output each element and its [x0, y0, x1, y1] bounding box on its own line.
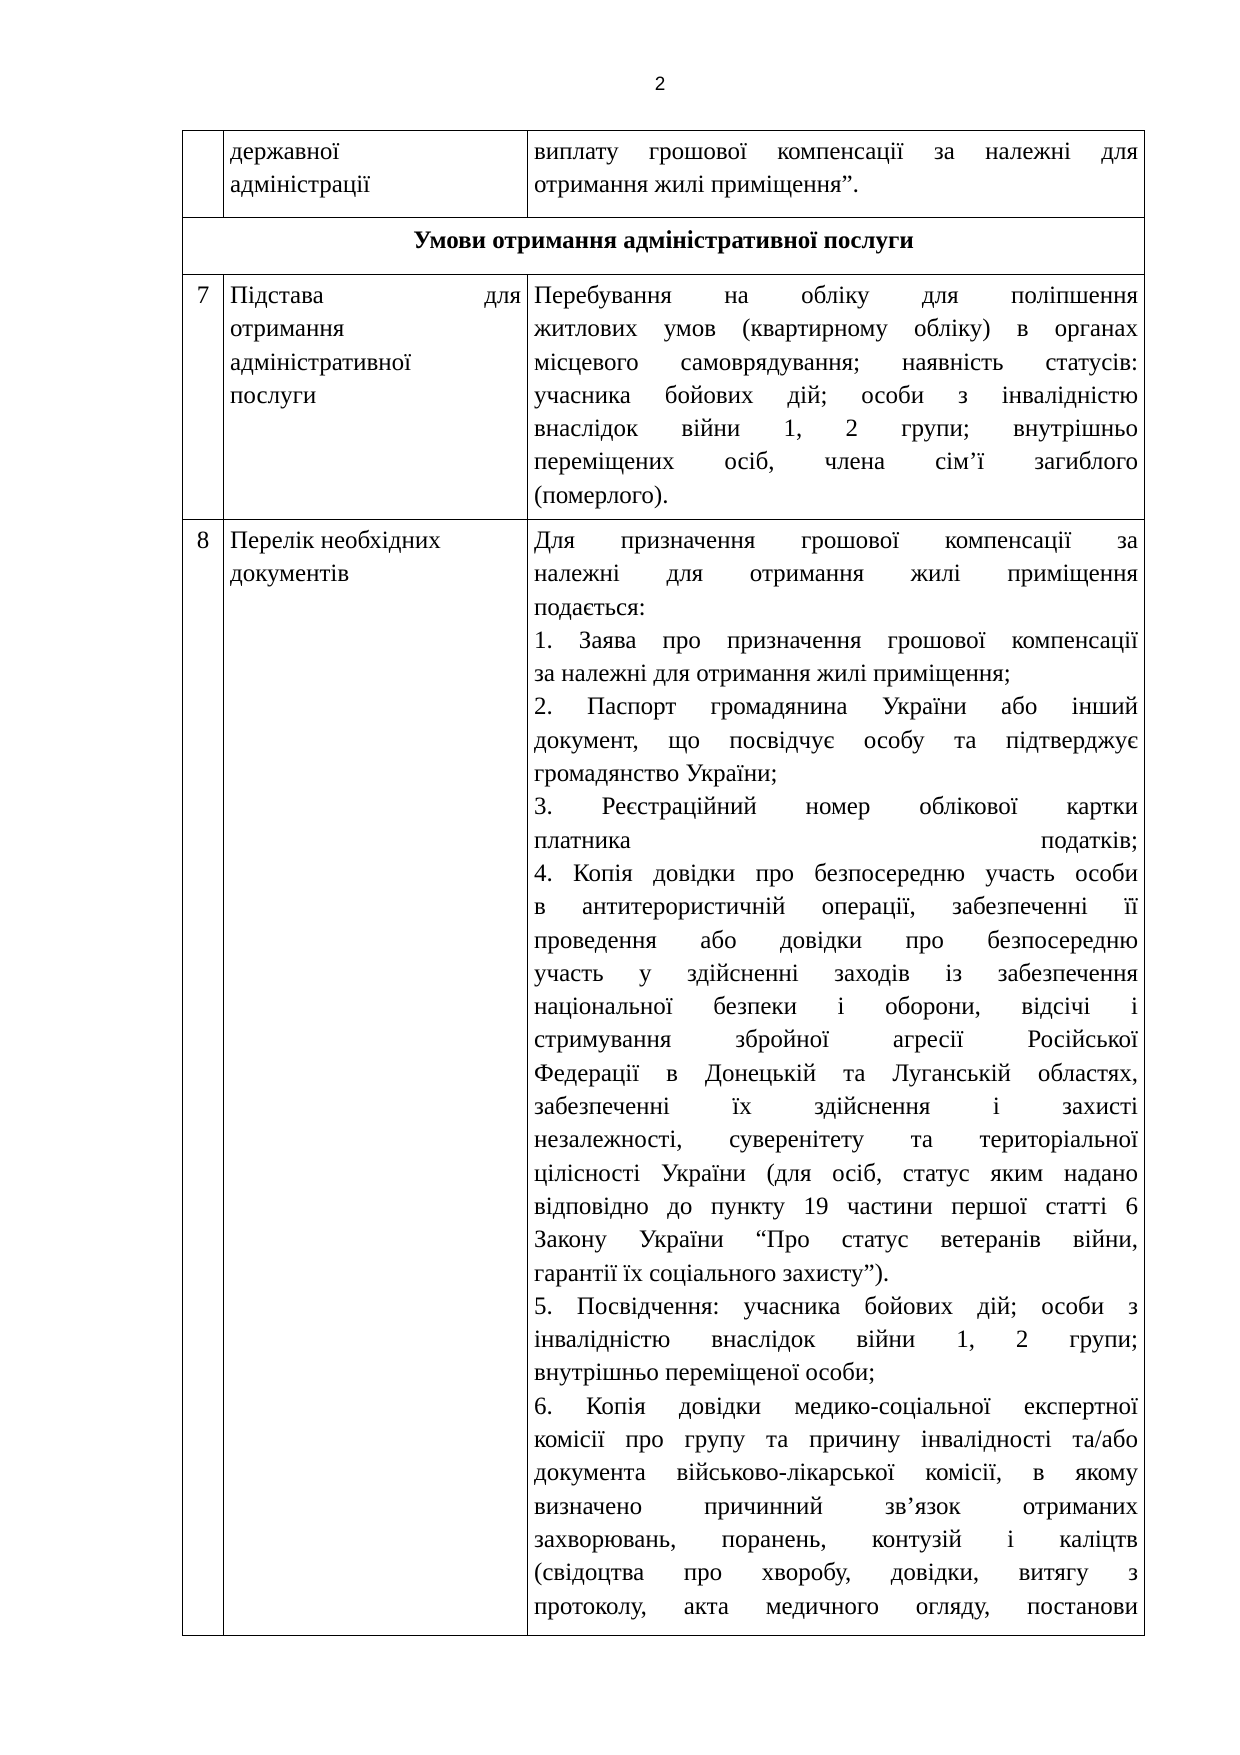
desc-line: визначено причинний зв’язок отриманих	[534, 1492, 1138, 1520]
table-row-8	[183, 520, 1145, 1636]
desc-line: Федерації в Донецькій та Луганській областях,	[534, 1059, 1138, 1087]
row-number-cell: 8	[183, 520, 224, 1636]
desc-line: місцевого самоврядування; наявність статусів:	[534, 348, 1138, 376]
desc-line: виплату грошової компенсації за належні для	[534, 138, 1138, 165]
row-name-line: адміністрації	[230, 171, 371, 199]
desc-line: учасника бойових дій; особи з інвалідністю	[534, 381, 1138, 409]
desc-line: комісії про групу та причину інвалідності та/або	[534, 1426, 1138, 1454]
row-name-line: отримання	[230, 315, 345, 343]
desc-line: належні для отримання жилі приміщення	[534, 560, 1138, 588]
desc-line: подається:	[534, 593, 646, 621]
row-name-cell	[224, 131, 528, 218]
desc-line: (померлого).	[534, 481, 669, 509]
desc-line: незалежності, суверенітету та територіальної	[534, 1126, 1138, 1154]
section-header-row	[183, 218, 1145, 275]
row-name-cell	[224, 520, 528, 1636]
row-name-line: документів	[230, 560, 350, 588]
desc-line: документ, що посвідчує особу та підтверджує	[534, 726, 1138, 754]
desc-line: переміщених осіб, члена сім’ї загиблого	[534, 448, 1138, 476]
desc-line: (свідоцтва про хворобу, довідки, витягу з	[534, 1559, 1138, 1587]
desc-line: забезпеченні їх здійснення і захисті	[534, 1093, 1138, 1121]
table-row-7	[183, 275, 1145, 520]
row-name-cell	[224, 275, 528, 520]
desc-line: внаслідок війни 1, 2 групи; внутрішньо	[534, 415, 1138, 443]
desc-line: протоколу, акта медичного огляду, постанови	[534, 1592, 1138, 1620]
service-info-table	[182, 130, 1145, 1636]
desc-line: документа військово-лікарської комісії, в якому	[534, 1459, 1138, 1487]
desc-line: стримування збройної агресії Російської	[534, 1026, 1138, 1054]
desc-line: гарантії їх соціального захисту”).	[534, 1259, 890, 1287]
desc-line: житлових умов (квартирному обліку) в органах	[534, 315, 1138, 343]
desc-line: національної безпеки і оборони, відсічі і	[534, 993, 1138, 1021]
desc-line: громадянство України;	[534, 760, 778, 788]
desc-line: участь у здійсненні заходів із забезпечення	[534, 959, 1138, 987]
row-description-cell	[528, 131, 1145, 218]
row-number-cell: 7	[183, 275, 224, 520]
row-name-line: адміністративної	[230, 348, 412, 376]
desc-line: за належні для отримання жилі приміщення;	[534, 660, 1011, 688]
row-name-line: Підстава для	[230, 282, 521, 309]
page-number: 2	[654, 74, 666, 95]
row-name-line: Перелік необхідних	[230, 527, 441, 554]
row-number-cell	[183, 131, 224, 218]
desc-line: Перебування на обліку для поліпшення	[534, 282, 1138, 309]
desc-line: цілісності України (для осіб, статус яким надано	[534, 1159, 1138, 1187]
desc-line: 2. Паспорт громадянина України або інший	[534, 693, 1138, 721]
desc-line: отримання жилі приміщення”.	[534, 171, 859, 199]
desc-line: Для призначення грошової компенсації за	[534, 527, 1138, 554]
row-name-line: послуги	[230, 381, 317, 409]
desc-line: 1. Заява про призначення грошової компенсації	[534, 626, 1138, 654]
desc-line: внутрішньо переміщеної особи;	[534, 1359, 876, 1387]
desc-line: в антитерористичній операції, забезпеченні її	[534, 893, 1138, 921]
desc-line: 4. Копія довідки про безпосередню участь особи	[534, 859, 1138, 887]
row-description-cell	[528, 520, 1145, 1636]
desc-line: Закону України “Про статус ветеранів війни,	[534, 1226, 1138, 1254]
desc-line: 3. Реєстраційний номер облікової картки	[534, 793, 1138, 821]
desc-line: платника податків;	[534, 826, 1138, 854]
row-description-cell	[528, 275, 1145, 520]
desc-line: інвалідністю внаслідок війни 1, 2 групи;	[534, 1326, 1138, 1354]
row-name-line: державної	[230, 138, 340, 165]
table-row-continued	[183, 131, 1145, 218]
desc-line: захворювань, поранень, контузій і каліцтв	[534, 1525, 1138, 1553]
desc-line: 6. Копія довідки медико-соціальної експертної	[534, 1392, 1138, 1420]
section-title: Умови отримання адміністративної послуги	[183, 218, 1145, 275]
desc-line: відповідно до пункту 19 частини першої статті 6	[534, 1192, 1138, 1220]
desc-line: проведення або довідки про безпосередню	[534, 926, 1138, 954]
desc-line: 5. Посвідчення: учасника бойових дій; особи з	[534, 1292, 1138, 1320]
